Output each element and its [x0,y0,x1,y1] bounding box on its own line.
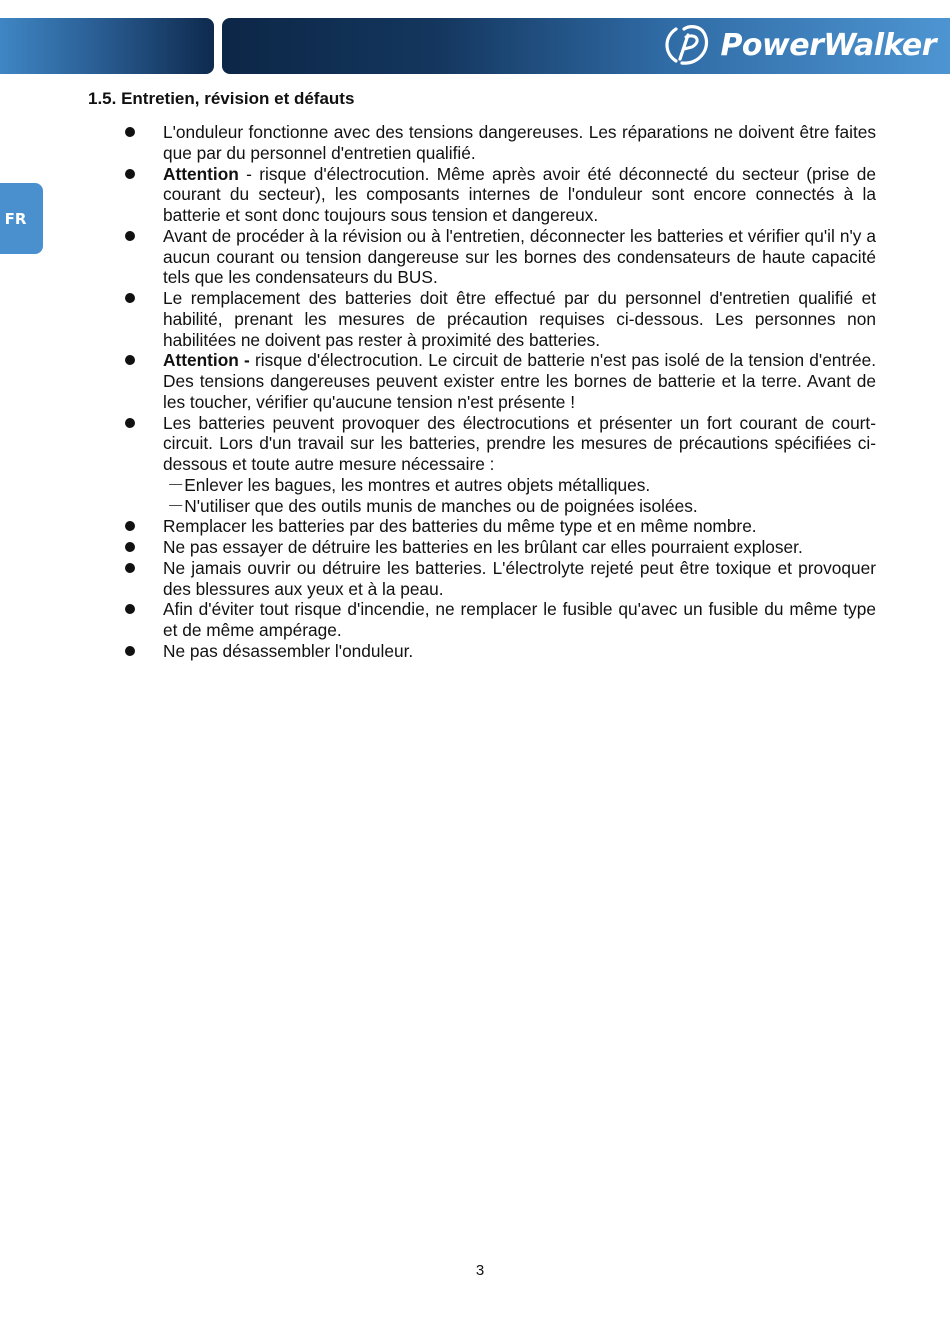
sub-list-item: －Enlever les bagues, les montres et autres objets métalliques. [167,474,651,495]
list-item-text: - risque d'électrocution. Même après avoir été déconnecté du secteur (prise de courant du secteur), les composants internes de l'onduleur sont encore connectés à la batterie et sont donc toujours sous tension et dangereux. [163,163,876,225]
list-item [0,350,876,412]
bullet-dot-icon [125,293,135,303]
bullet-dot-icon [125,521,135,531]
section-title: 1.5. Entretien, révision et défauts [88,89,355,108]
list-item-text: Afin d'éviter tout risque d'incendie, ne remplacer le fusible qu'avec un fusible du même type et de même ampérage. [163,599,876,640]
list-item-text: Ne jamais ouvrir ou détruire les batteries. L'électrolyte rejeté peut être toxique et provoquer des blessures aux yeux et à la peau. [163,557,876,599]
bullet-dot-icon [125,127,135,137]
list-item-text: Ne pas essayer de détruire les batteries en les brûlant car elles pourraient exploser. [163,537,803,557]
list-item [0,599,876,641]
list-item [0,122,876,164]
bullet-dot-icon [125,563,135,573]
list-item-text: Les batteries peuvent provoquer des électrocutions et présenter un fort courant de court-circuit. Lors d'un travail sur les batteries, prendre les mesures de précautions spécifiées ci-dessous et toute autre mesure nécessaire : [163,412,876,474]
bullet-dot-icon [125,355,135,365]
bullet-dot-icon [125,604,135,614]
list-item-text: Remplacer les batteries par des batteries du même type et en même nombre. [163,516,757,537]
list-item [0,558,876,600]
list-item [0,226,876,288]
safety-bullet-list [0,122,950,662]
bullet-dot-icon [125,231,135,241]
sub-list-item: －N'utiliser que des outils munis de manches ou de poignées isolées. [167,495,698,516]
bullet-dot-icon [125,418,135,428]
list-item-text: Ne pas désassembler l'onduleur. [163,640,414,661]
list-item [0,641,876,662]
list-item [0,537,876,558]
warning-lead: Attention [163,163,239,184]
header-band-left [0,18,214,74]
bullet-dot-icon [125,542,135,552]
list-item-text: L'onduleur fonctionne avec des tensions dangereuses. Les réparations ne doivent être faites que par du personnel d'entretien qualifié. [163,122,876,163]
brand-name: PowerWalker [720,27,936,63]
bullet-dot-icon [125,169,135,179]
bullet-dot-icon [125,646,135,656]
language-tab: FR [0,183,43,254]
list-item-text: Le remplacement des batteries doit être effectué par du personnel d'entretien qualifié et habilité, prenant les mesures de précaution requises ci-dessous. Les personnes non habilitées ne doivent pas rester à proximité des batteries. [163,288,876,350]
list-item-text: risque d'électrocution. Le circuit de batterie n'est pas isolé de la tension d'entrée. Des tensions dangereuses peuvent exister entre les bornes de batterie et la terre. Avant de les toucher, vérifier qu'aucune tension n'est présente ! [163,350,876,412]
powerwalker-logo-icon [662,23,714,67]
warning-lead: Attention - [163,350,250,371]
list-item [0,288,876,350]
list-item-text: Avant de procéder à la révision ou à l'entretien, déconnecter les batteries et vérifier qu'il n'y a aucun courant ou tension dangereuse sur les bornes des condensateurs de haute capacité tels que les condensateurs du BUS. [163,225,876,288]
brand-logo [662,22,936,68]
list-item [0,516,876,537]
page-number: 3 [475,1262,485,1279]
list-item [0,413,876,517]
list-item [0,164,876,226]
